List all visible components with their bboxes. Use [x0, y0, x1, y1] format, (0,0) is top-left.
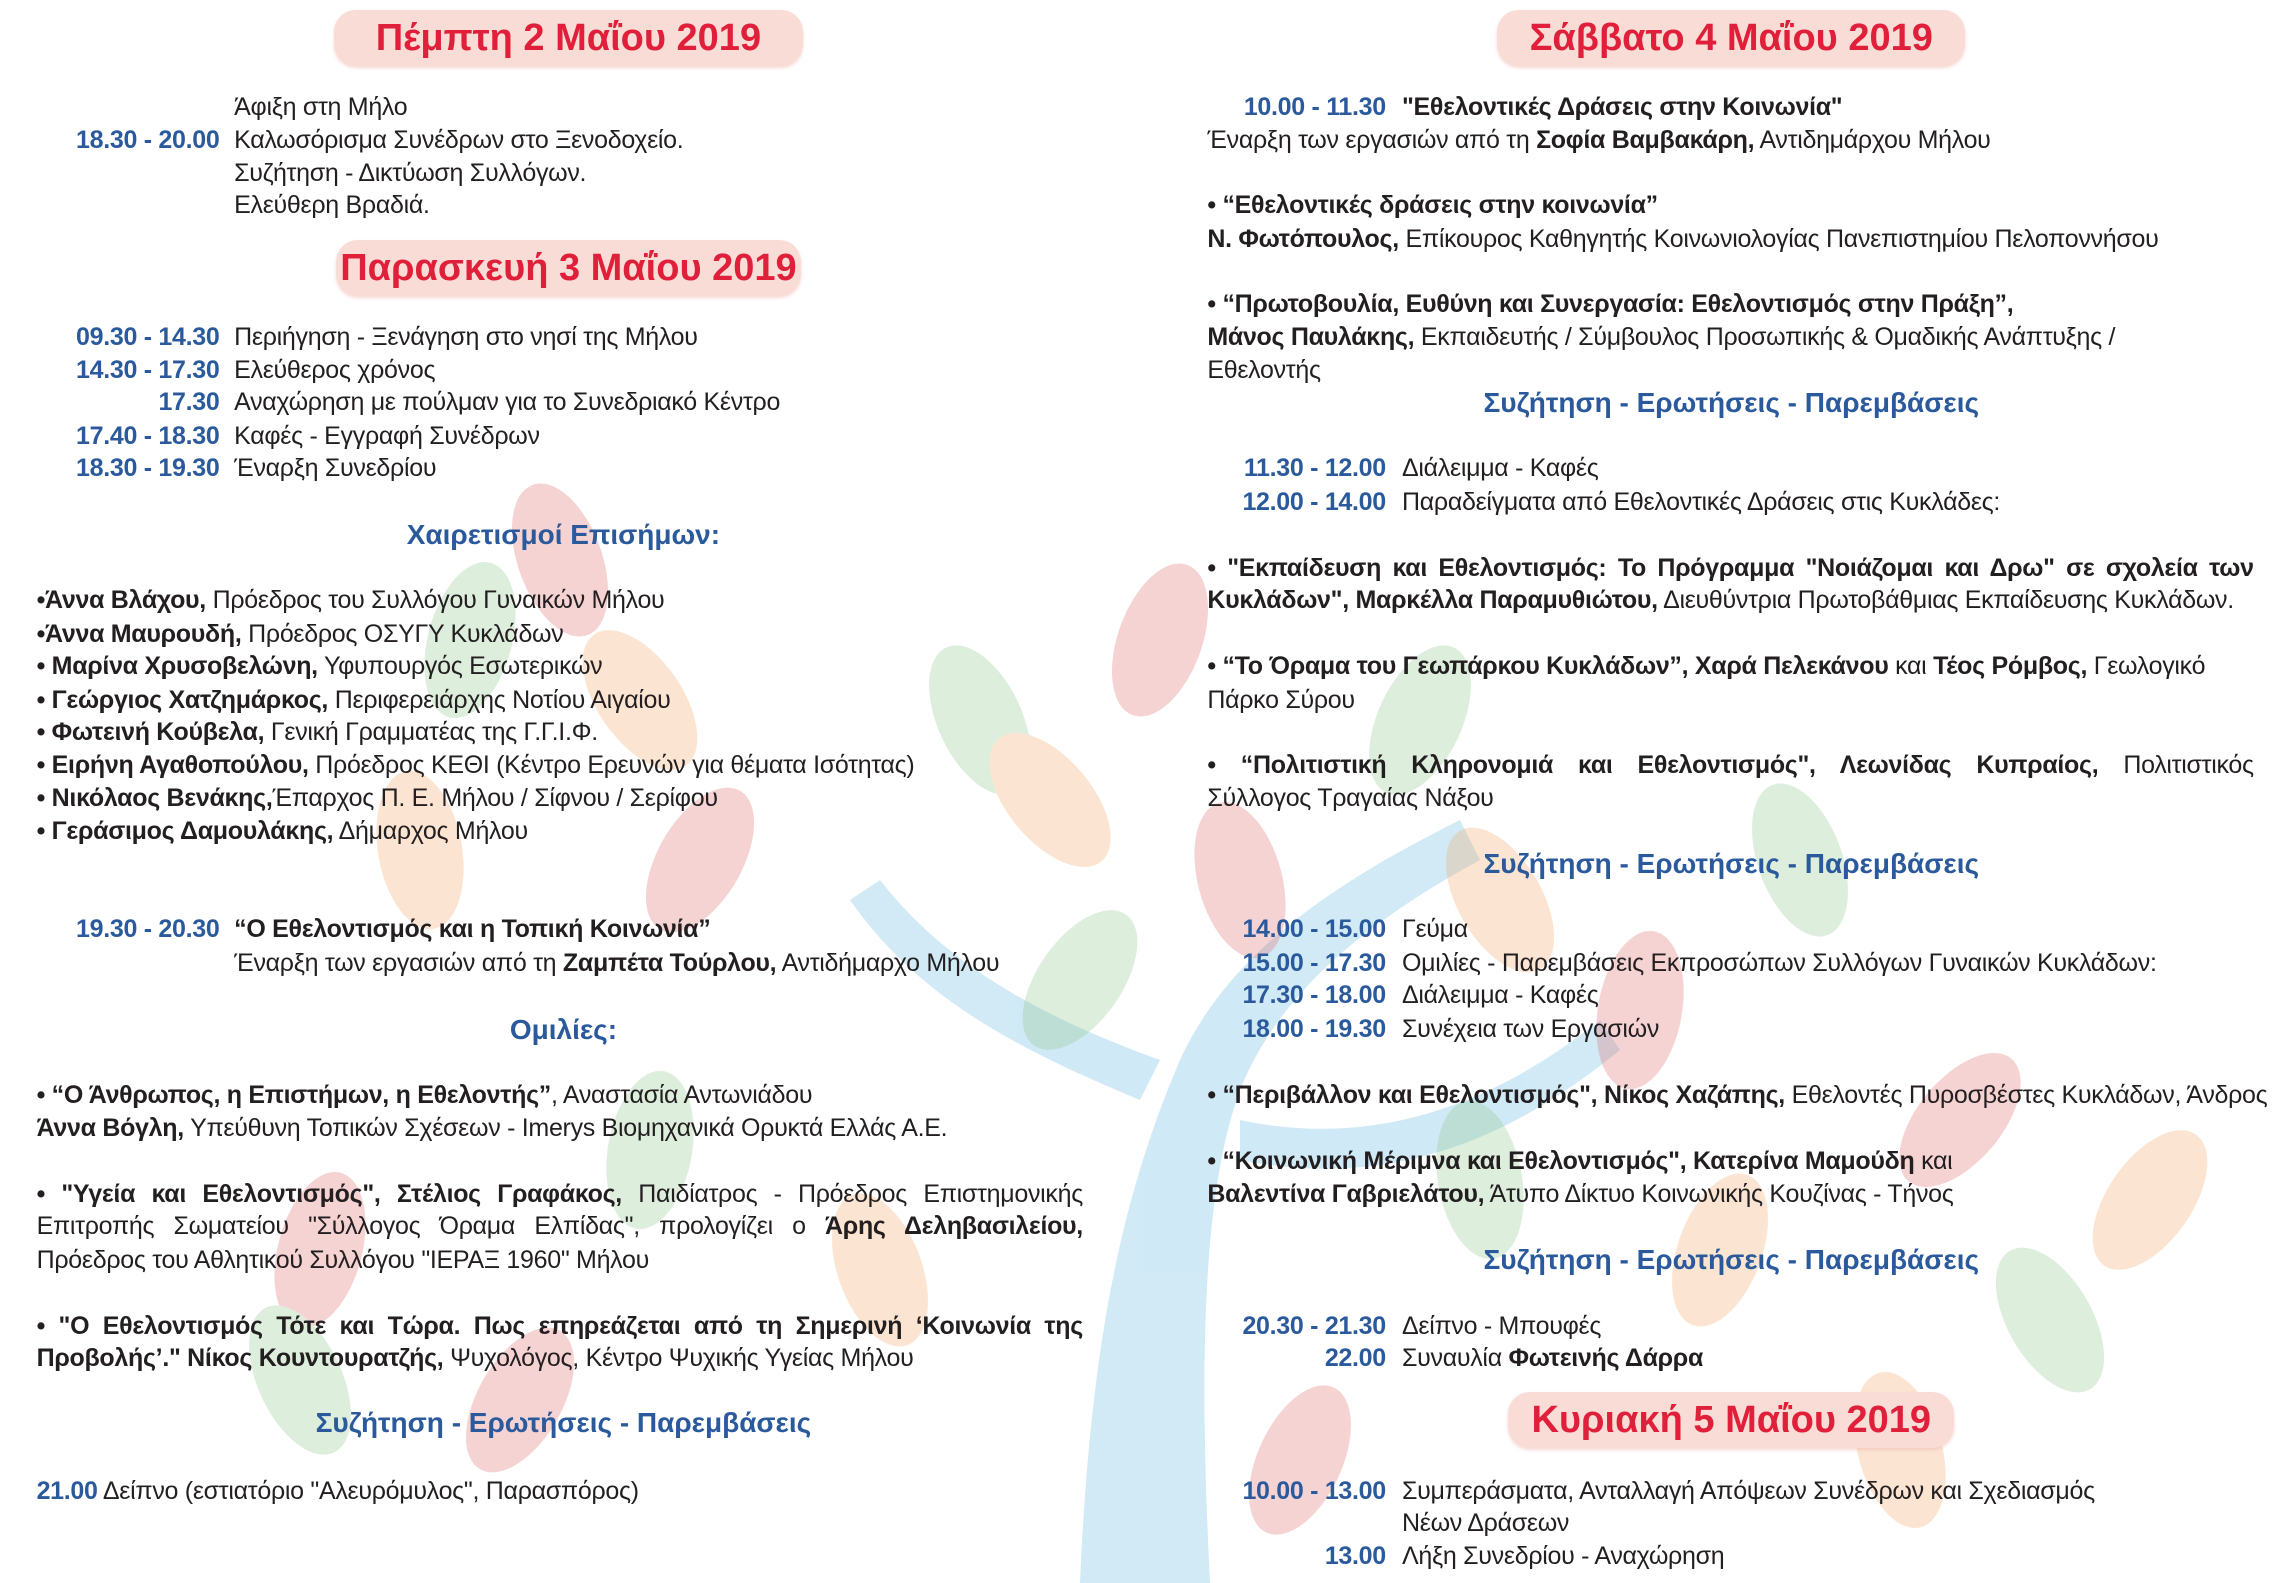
bold-text: “Ο Εθελοντισμός και η Τοπική Κοινωνία”	[234, 915, 711, 944]
time-label: 19.30 - 20.30	[76, 915, 220, 944]
text-segment: Πάρκο Σύρου	[1207, 685, 1355, 714]
schedule-row	[1242, 979, 1599, 1012]
section-heading: Χαιρετισμοί Επισήμων:	[406, 519, 721, 551]
text-line	[1207, 288, 2013, 321]
text-segment: Περιήγηση - Ξενάγηση στο νησί της Μήλου	[234, 322, 698, 351]
bold-text: • Νικόλαος Βενάκης,	[36, 783, 273, 812]
schedule-row	[1402, 1507, 1569, 1540]
text-segment: Εθελοντής	[1207, 356, 1321, 385]
time-label: 18.30 - 20.00	[76, 126, 220, 155]
text-segment: Αναχώρηση με πούλμαν για το Συνεδριακό Κέντρο	[234, 388, 781, 417]
leaf-shape	[1228, 1370, 1372, 1551]
bold-text: • "Εκπαίδευση και Εθελοντισμός: Το Πρόγραμμα "Νοιάζομαι και Δρω" σε σχολεία των	[1207, 553, 2254, 582]
text-segment: Ελεύθερος χρόνος	[234, 356, 436, 385]
text-segment: Επιτροπής Σωματείου "Σύλλογος Όραμα Ελπίδας", προλογίζει ο	[36, 1212, 826, 1241]
time-label: 11.30 - 12.00	[1243, 454, 1386, 483]
schedule-row	[1242, 1310, 1602, 1343]
bold-text: Προβολής’." Νίκος Κουντουρατζής,	[36, 1344, 444, 1373]
text-segment: Γενική Γραμματέας της Γ.Γ.Ι.Φ.	[264, 717, 598, 746]
time-label: 17.30 - 18.00	[1242, 981, 1386, 1010]
text-segment: και	[1914, 1146, 1953, 1175]
bold-text: • Φωτεινή Κούβελα,	[36, 717, 265, 746]
time-label: 14.30 - 17.30	[76, 356, 220, 385]
text-segment: Επίκουρος Καθηγητής Κοινωνιολογίας Πανεπιστημίου Πελοποννήσου	[1398, 224, 2159, 253]
text-line	[37, 1178, 1083, 1211]
text-segment: Διάλειμμα - Καφές	[1401, 454, 1599, 483]
section-heading: Συζήτηση - Ερωτήσεις - Παρεμβάσεις	[315, 1407, 812, 1439]
text-segment: Πρόεδρος ΟΣΥΓΥ Κυκλάδων	[241, 619, 564, 648]
time-label: 10.00 - 13.00	[1242, 1477, 1386, 1506]
text-segment: Πρόεδρος του Αθλητικού Συλλόγου "ΙΕΡΑΞ 1960" Μήλου	[36, 1246, 649, 1275]
text-line	[1207, 1145, 1952, 1178]
time-label: 18.30 - 19.30	[76, 454, 220, 483]
text-segment: Συνέχεια των Εργασιών	[1401, 1014, 1660, 1043]
bold-text: Βαλεντίνα Γαβριελάτου,	[1207, 1180, 1485, 1209]
time-label: 12.00 - 14.00	[1242, 487, 1386, 516]
text-line	[37, 684, 671, 717]
text-segment: Άφιξη στη Μήλο	[234, 92, 408, 121]
schedule-row	[234, 91, 407, 124]
schedule-row	[76, 913, 711, 946]
text-line	[37, 749, 915, 782]
day-header: Πέμπτη 2 Μαΐου 2019	[334, 10, 802, 66]
text-segment: Έναρξη των εργασιών από τη	[1207, 126, 1537, 155]
time-label: 14.00 - 15.00	[1242, 915, 1386, 944]
day-header: Σάββατο 4 Μαΐου 2019	[1497, 10, 1965, 66]
text-segment: Άτυπο Δίκτυο Κοινωνικής Κουζίνας - Τήνος	[1484, 1180, 1954, 1209]
text-segment: Εθελοντές Πυροσβέστες Κυκλάδων, Άνδρος	[1784, 1080, 2268, 1109]
text-line	[37, 815, 528, 848]
bold-text: • “Πολιτιστική Κληρονομιά και Εθελοντισμός", Λεωνίδας Κυπραίος,	[1207, 751, 2099, 780]
text-segment: Λήξη Συνεδρίου - Αναχώρηση	[1401, 1541, 1725, 1570]
schedule-row	[1243, 452, 1599, 485]
time-label: 13.00	[1324, 1541, 1386, 1570]
text-line	[37, 1210, 1083, 1243]
text-line	[37, 1079, 813, 1112]
bold-text: • “Κοινωνική Μέριμνα και Εθελοντισμός", Κατερίνα Μαμούδη	[1207, 1146, 1915, 1175]
bold-text: Ν. Φωτόπουλος,	[1207, 224, 1399, 253]
text-segment: , Αναστασία Αντωνιάδου	[550, 1080, 813, 1109]
time-label: 15.00 - 17.30	[1242, 948, 1386, 977]
text-segment: Πολιτιστικός	[2098, 751, 2254, 780]
text-line	[37, 1342, 914, 1375]
text-segment: Πρόεδρος του Συλλόγου Γυναικών Μήλου	[205, 586, 665, 615]
text-segment: Παιδίατρος - Πρόεδρος Επιστημονικής	[621, 1180, 1083, 1209]
text-line	[1207, 1079, 2267, 1112]
time-label: 10.00 - 11.30	[1243, 92, 1386, 121]
section-heading: Ομιλίες:	[509, 1013, 618, 1045]
text-segment: Γεωλογικό	[2087, 651, 2206, 680]
text-line	[37, 1475, 639, 1508]
text-segment: Καλωσόρισμα Συνέδρων στο Ξενοδοχείο.	[234, 126, 684, 155]
bold-text: • “Ο Άνθρωπος, η Επιστήμων, η Εθελοντής”	[36, 1080, 551, 1109]
schedule-row	[76, 452, 437, 485]
bold-text: • “Εθελοντικές δράσεις στην κοινωνία”	[1207, 190, 1658, 219]
text-line	[37, 1112, 948, 1145]
text-segment: Υφυπουργός Εσωτερικών	[317, 651, 603, 680]
text-segment: Πρόεδρος ΚΕΘΙ (Κέντρο Ερευνών για θέματα Ισότητας)	[308, 751, 915, 780]
schedule-row	[1242, 913, 1468, 946]
bold-text: Μάνος Παυλάκης,	[1207, 322, 1415, 351]
schedule-row	[234, 157, 586, 190]
bold-text: Κυκλάδων", Μαρκέλλα Παραμυθιώτου,	[1207, 586, 1658, 615]
schedule-row	[1242, 1475, 2095, 1508]
schedule-row	[158, 386, 781, 419]
text-line	[1207, 552, 2253, 585]
text-segment: και	[1888, 651, 1934, 680]
text-line	[1207, 782, 1493, 815]
text-segment: Περιφερειάρχης Νοτίου Αιγαίου	[328, 685, 671, 714]
leaf-shape	[1839, 1362, 1962, 1538]
schedule-row	[1324, 1540, 1725, 1573]
schedule-row	[1242, 947, 2157, 980]
bold-text: • “Περιβάλλον και Εθελοντισμός", Νίκος Χαζάπης,	[1207, 1080, 1785, 1109]
bold-text: •Άννα Μαυρουδή,	[36, 619, 242, 648]
text-segment: Ψυχολόγος, Κέντρο Ψυχικής Υγείας Μήλου	[443, 1344, 914, 1373]
bold-text: Φωτεινής Δάρρα	[1508, 1344, 1704, 1373]
bold-text: • "Υγεία και Εθελοντισμός", Στέλιος Γραφάκος,	[36, 1180, 622, 1209]
text-line	[1207, 124, 1990, 157]
text-segment: Παραδείγματα από Εθελοντικές Δράσεις στις Κυκλάδες:	[1401, 487, 2001, 516]
bold-text: • Ειρήνη Αγαθοπούλου,	[36, 751, 309, 780]
text-segment: Έναρξη Συνεδρίου	[234, 454, 437, 483]
text-line	[1207, 584, 2234, 617]
text-segment: Έναρξη των εργασιών από τη	[234, 948, 563, 977]
schedule-row	[76, 124, 684, 157]
text-line	[1207, 749, 2253, 782]
bold-text: • Γεράσιμος Δαμουλάκης,	[36, 817, 334, 846]
text-segment: Αντιδήμαρχο Μήλου	[776, 948, 1000, 977]
text-line	[37, 1310, 1083, 1343]
text-line	[37, 716, 598, 749]
schedule-row	[234, 947, 999, 980]
text-segment: Διευθύντρια Πρωτοβάθμιας Εκπαίδευσης Κυκλάδων.	[1657, 586, 2234, 615]
text-line	[1207, 650, 2205, 683]
section-heading: Συζήτηση - Ερωτήσεις - Παρεμβάσεις	[1483, 848, 1980, 880]
schedule-row	[76, 354, 436, 387]
text-segment: Διάλειμμα - Καφές	[1401, 981, 1599, 1010]
day-header: Κυριακή 5 Μαΐου 2019	[1508, 1392, 1954, 1448]
text-segment: Καφές - Εγγραφή Συνέδρων	[234, 422, 540, 451]
text-segment: Νέων Δράσεων	[1401, 1509, 1570, 1538]
text-segment: Δείπνο - Μπουφές	[1401, 1311, 1602, 1340]
schedule-row	[1242, 486, 2001, 519]
schedule-row	[234, 189, 430, 222]
text-segment: Συζήτηση - Δικτύωση Συλλόγων.	[234, 158, 587, 187]
time-label: 20.30 - 21.30	[1242, 1311, 1386, 1340]
section-heading: Συζήτηση - Ερωτήσεις - Παρεμβάσεις	[1483, 387, 1980, 419]
section-heading: Συζήτηση - Ερωτήσεις - Παρεμβάσεις	[1483, 1243, 1980, 1275]
bold-text: Σοφία Βαμβακάρη,	[1536, 126, 1755, 155]
bold-text: • "Ο Εθελοντισμός Τότε και Τώρα. Πως επηρεάζεται από τη Σημερινή ‘Κοινωνία της	[36, 1311, 1083, 1340]
schedule-row	[1242, 1013, 1660, 1046]
bold-text: Άννα Βόγλη,	[36, 1114, 184, 1143]
schedule-row	[76, 321, 698, 354]
text-segment: Αντιδημάρχου Μήλου	[1754, 126, 1991, 155]
text-segment: Υπεύθυνη Τοπικών Σχέσεων - Imerys Βιομηχανικά Ορυκτά Ελλάς Α.Ε.	[183, 1114, 948, 1143]
text-line	[37, 618, 564, 651]
time-label: 09.30 - 14.30	[76, 322, 220, 351]
bold-text: • “Πρωτοβουλία, Ευθύνη και Συνεργασία: Εθελοντισμός στην Πράξη”,	[1207, 290, 2014, 319]
text-segment: Έπαρχος Π. Ε. Μήλου / Σίφνου / Σερίφου	[272, 783, 718, 812]
text-segment: Δήμαρχος Μήλου	[333, 817, 528, 846]
bold-text: • “Το Όραμα του Γεωπάρκου Κυκλάδων”, Χαρά Πελεκάνου	[1207, 651, 1889, 680]
text-line	[1207, 354, 1320, 387]
text-line	[1207, 189, 1658, 222]
text-segment: Ομιλίες - Παρεμβάσεις Εκπροσώπων Συλλόγων Γυναικών Κυκλάδων:	[1401, 948, 2157, 977]
text-line	[1207, 321, 2115, 354]
bold-text: Ζαμπέτα Τούρλου,	[562, 948, 777, 977]
bold-text: • Μαρίνα Χρυσοβελώνη,	[36, 651, 318, 680]
text-segment: Συμπεράσματα, Ανταλλαγή Απόψεων Συνέδρων και Σχεδιασμός	[1401, 1477, 2095, 1506]
text-line	[37, 782, 718, 815]
text-line	[1207, 684, 1354, 717]
text-line	[1207, 223, 2158, 256]
time-label: 17.40 - 18.30	[76, 422, 220, 451]
time-label: 22.00	[1324, 1344, 1386, 1373]
text-segment: Δείπνο (εστιατόριο "Αλευρόμυλος", Παρασπόρος)	[97, 1477, 639, 1506]
text-line	[1207, 1178, 1953, 1211]
schedule-row	[76, 420, 540, 453]
bold-text: Άρης Δεληβασιλείου,	[825, 1212, 1083, 1241]
bold-text: • Γεώργιος Χατζημάρκος,	[36, 685, 329, 714]
day-header: Παρασκευή 3 Μαΐου 2019	[336, 240, 801, 296]
text-segment: Εκπαιδευτής / Σύμβουλος Προσωπικής & Ομαδικής Ανάπτυξης /	[1414, 322, 2116, 351]
bold-text: Τέος Ρόμβος,	[1933, 651, 2088, 680]
text-segment: Γεύμα	[1401, 915, 1468, 944]
text-segment: Σύλλογος Τραγαίας Νάξου	[1207, 783, 1494, 812]
text-line	[37, 650, 603, 683]
text-line	[37, 1244, 649, 1277]
bold-text: "Εθελοντικές Δράσεις στην Κοινωνία"	[1401, 92, 1843, 121]
time-label: 21.00	[36, 1477, 98, 1506]
schedule-row	[1324, 1342, 1704, 1375]
text-line	[37, 584, 665, 617]
time-label: 18.00 - 19.30	[1242, 1014, 1386, 1043]
text-segment: Ελεύθερη Βραδιά.	[234, 190, 430, 219]
time-label: 17.30	[158, 388, 220, 417]
text-segment: Συναυλία	[1401, 1344, 1509, 1373]
bold-text: •Άννα Βλάχου,	[36, 586, 206, 615]
schedule-row	[1243, 91, 1843, 124]
